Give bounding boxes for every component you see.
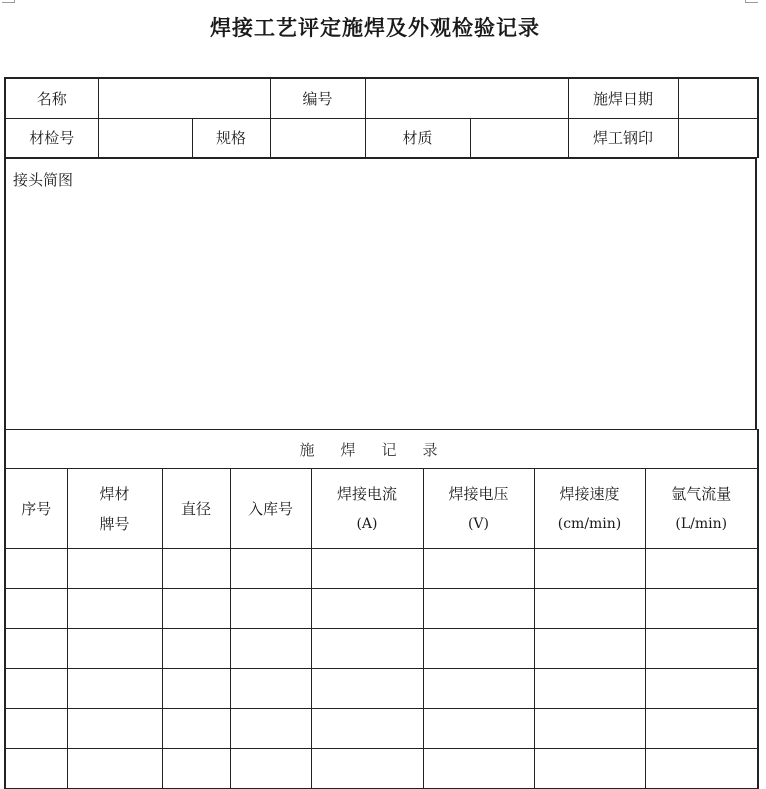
table-cell[interactable] — [162, 549, 230, 589]
table-cell[interactable] — [311, 749, 423, 789]
table-row — [5, 709, 758, 749]
material-test-no-label: 材检号 — [5, 118, 98, 157]
joint-sketch-table — [4, 158, 757, 430]
header-stock-no: 入库号 — [230, 469, 311, 549]
table-row — [5, 549, 758, 589]
header-filler-line2: 牌号 — [99, 514, 130, 533]
header-filler-brand — [67, 469, 162, 549]
header-seq: 序号 — [5, 469, 67, 549]
table-cell[interactable] — [534, 709, 645, 749]
table-cell[interactable] — [67, 629, 162, 669]
table-cell[interactable] — [311, 629, 423, 669]
header-filler-line1: 焊材 — [99, 484, 130, 503]
table-cell[interactable] — [423, 629, 534, 669]
header-voltage — [423, 469, 534, 549]
table-cell[interactable] — [534, 549, 645, 589]
table-cell[interactable] — [423, 669, 534, 709]
welder-stamp-value-cell[interactable] — [678, 118, 758, 157]
table-cell[interactable] — [5, 749, 67, 789]
header-voltage-unit: (V) — [467, 515, 490, 532]
joint-sketch-area[interactable] — [5, 159, 756, 430]
table-cell[interactable] — [645, 629, 758, 669]
table-cell[interactable] — [534, 629, 645, 669]
material-value-cell[interactable] — [470, 118, 568, 157]
header-speed — [534, 469, 645, 549]
table-cell[interactable] — [534, 589, 645, 629]
header-voltage-label: 焊接电压 — [448, 484, 509, 503]
table-cell[interactable] — [230, 749, 311, 789]
table-cell[interactable] — [5, 549, 67, 589]
material-label: 材质 — [365, 118, 470, 157]
document-title: 焊接工艺评定施焊及外观检验记录 — [210, 15, 540, 40]
header-speed-unit: (cm/min) — [557, 515, 622, 532]
info-table — [4, 77, 759, 158]
header-current-label: 焊接电流 — [336, 484, 397, 503]
number-value-cell[interactable] — [365, 78, 568, 118]
table-cell[interactable] — [162, 709, 230, 749]
table-cell[interactable] — [5, 629, 67, 669]
table-cell[interactable] — [311, 589, 423, 629]
table-cell[interactable] — [230, 589, 311, 629]
table-cell[interactable] — [311, 549, 423, 589]
welder-stamp-label: 焊工钢印 — [568, 118, 678, 157]
header-current — [311, 469, 423, 549]
table-cell[interactable] — [162, 749, 230, 789]
table-row — [5, 749, 758, 789]
header-speed-label: 焊接速度 — [559, 484, 620, 503]
crop-mark-top-right — [746, 2, 758, 3]
table-cell[interactable] — [162, 669, 230, 709]
table-cell[interactable] — [162, 589, 230, 629]
table-cell[interactable] — [162, 629, 230, 669]
name-label: 名称 — [5, 78, 98, 118]
name-value-cell[interactable] — [98, 78, 270, 118]
table-cell[interactable] — [645, 749, 758, 789]
table-cell[interactable] — [5, 669, 67, 709]
table-cell[interactable] — [67, 709, 162, 749]
spec-value-cell[interactable] — [270, 118, 365, 157]
table-cell[interactable] — [645, 669, 758, 709]
material-test-no-value-cell[interactable] — [98, 118, 192, 157]
header-argon-label: 氩气流量 — [671, 484, 732, 503]
table-row — [5, 669, 758, 709]
spec-label: 规格 — [192, 118, 270, 157]
table-cell[interactable] — [534, 669, 645, 709]
section-title-welding-record: 施焊记录 — [5, 430, 758, 469]
number-label: 编号 — [270, 78, 365, 118]
table-cell[interactable] — [5, 709, 67, 749]
table-cell[interactable] — [67, 589, 162, 629]
weld-date-value-cell[interactable] — [678, 78, 758, 118]
table-cell[interactable] — [423, 589, 534, 629]
table-cell[interactable] — [5, 589, 67, 629]
table-cell[interactable] — [311, 669, 423, 709]
header-argon-unit: (L/min) — [675, 515, 728, 532]
table-cell[interactable] — [645, 549, 758, 589]
header-diameter: 直径 — [162, 469, 230, 549]
table-cell[interactable] — [534, 749, 645, 789]
crop-mark-top-left-tick — [14, 0, 15, 3]
table-cell[interactable] — [67, 549, 162, 589]
welding-record-table — [4, 429, 759, 789]
table-cell[interactable] — [645, 709, 758, 749]
table-cell[interactable] — [423, 749, 534, 789]
table-cell[interactable] — [311, 709, 423, 749]
joint-sketch-label: 接头简图 — [13, 171, 74, 189]
table-cell[interactable] — [230, 709, 311, 749]
crop-mark-top-left — [2, 2, 14, 3]
table-cell[interactable] — [423, 549, 534, 589]
table-row — [5, 589, 758, 629]
table-cell[interactable] — [230, 549, 311, 589]
table-cell[interactable] — [423, 709, 534, 749]
table-cell[interactable] — [230, 629, 311, 669]
header-current-unit: (A) — [356, 515, 378, 532]
table-cell[interactable] — [67, 749, 162, 789]
table-cell[interactable] — [67, 669, 162, 709]
table-cell[interactable] — [645, 589, 758, 629]
crop-mark-top-right-tick — [745, 0, 746, 3]
header-argon — [645, 469, 758, 549]
table-row — [5, 629, 758, 669]
table-cell[interactable] — [230, 669, 311, 709]
weld-date-label: 施焊日期 — [568, 78, 678, 118]
